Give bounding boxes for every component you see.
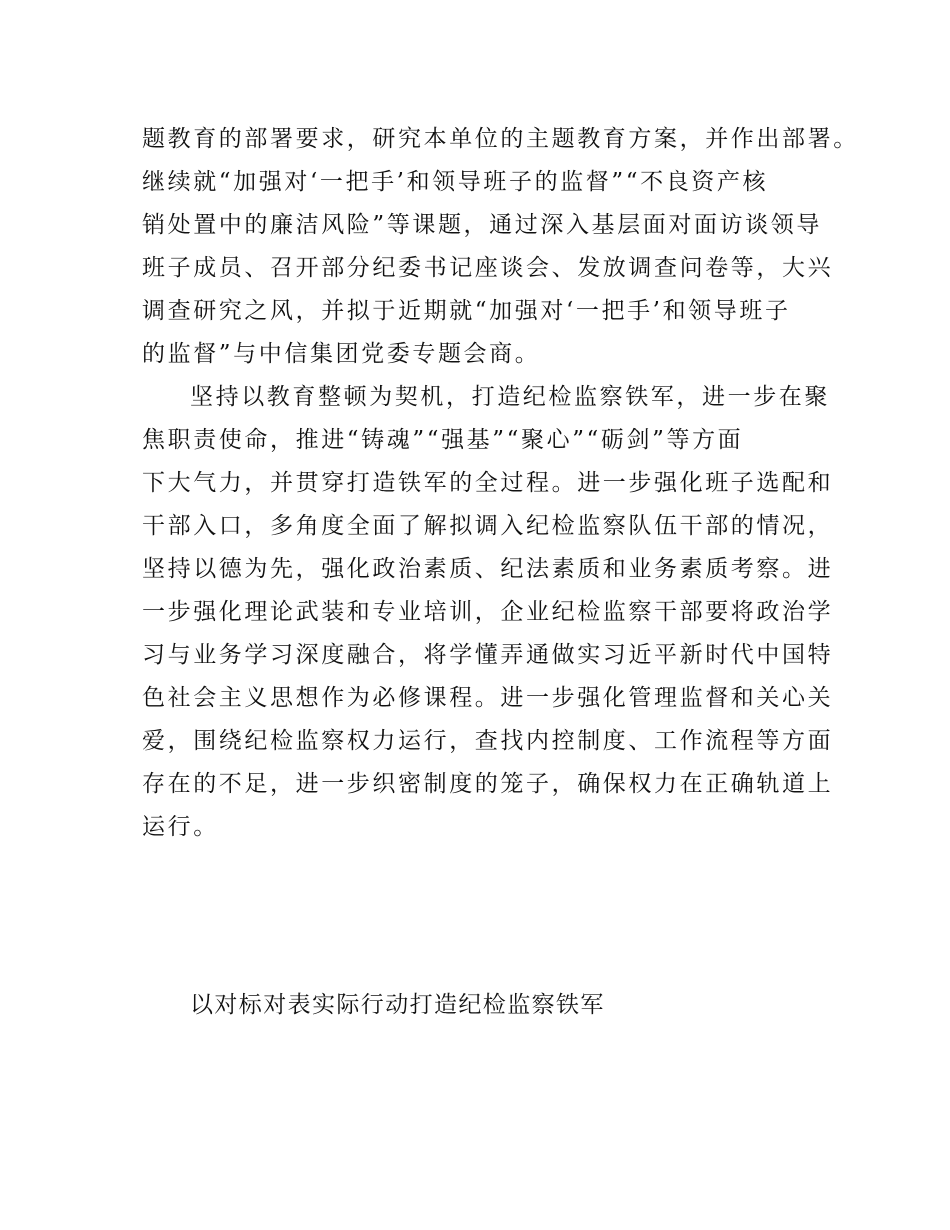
text-line: 的监督”与中信集团党委专题会商。 [142,341,541,367]
text-line: 存在的不足，进一步织密制度的笼子，确保权力在正确轨道上 [142,771,834,797]
text-line: 干部入口，多角度全面了解拟调入纪检监察队伍干部的情况， [142,513,834,539]
text-line: 运行。 [142,814,219,840]
section-heading: 以对标对表实际行动打造纪检监察铁军 [190,992,605,1018]
text-line: 爱，围绕纪检监察权力运行，查找内控制度、工作流程等方面 [142,728,834,754]
text-line: 销处置中的廉洁风险”等课题，通过深入基层面对面访谈领导 [142,212,822,238]
text-line: 坚持以教育整顿为契机，打造纪检监察铁军，进一步在聚 [190,384,830,410]
text-line: 下大气力，并贯穿打造铁军的全过程。进一步强化班子选配和 [142,470,834,496]
text-line: 继续就“加强对‘一把手’和领导班子的监督”“不良资产核 [142,169,769,195]
text-line: 焦职责使命，推进“铸魂”“强基”“聚心”“砺剑”等方面 [142,427,744,453]
text-line: 坚持以德为先，强化政治素质、纪法素质和业务素质考察。进 [142,556,834,582]
text-line: 习与业务学习深度融合，将学懂弄通做实习近平新时代中国特 [142,642,834,668]
text-line: 班子成员、召开部分纪委书记座谈会、发放调查问卷等，大兴 [142,255,834,281]
text-line: 色社会主义思想作为必修课程。进一步强化管理监督和关心关 [142,685,834,711]
text-line: 调查研究之风，并拟于近期就“加强对‘一把手’和领导班子 [142,298,791,324]
text-line: 一步强化理论武装和专业培训，企业纪检监察干部要将政治学 [142,599,834,625]
text-line: 题教育的部署要求，研究本单位的主题教育方案，并作出部署。 [142,126,859,152]
